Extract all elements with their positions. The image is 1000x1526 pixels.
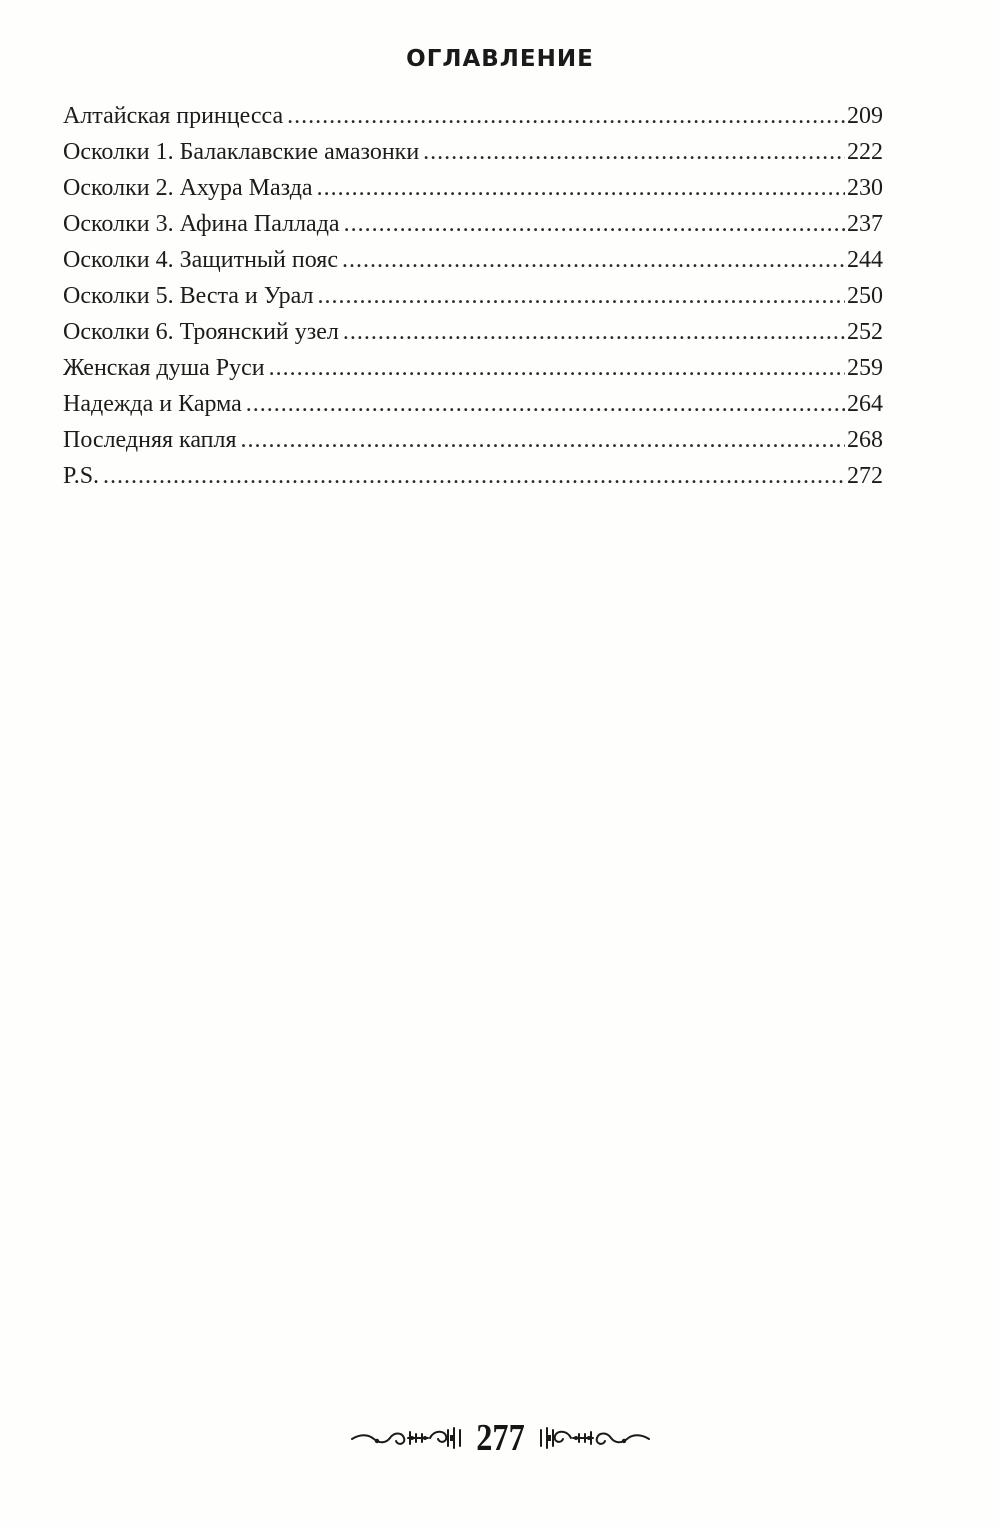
toc-entry-title: Осколки 3. Афина Паллада (63, 211, 340, 237)
toc-entry (63, 314, 883, 350)
toc-entry-title: Надежда и Карма (63, 391, 242, 417)
dot-leader (241, 422, 845, 458)
toc-entry-page: 250 (847, 283, 883, 309)
dot-leader (423, 134, 845, 170)
toc-entry-title: Осколки 6. Троянский узел (63, 319, 339, 345)
toc-entry-title: P.S. (63, 463, 100, 489)
dot-leader (246, 386, 845, 422)
scroll-ornament-icon (539, 1425, 651, 1451)
dot-leader (269, 350, 845, 386)
toc-entry (63, 350, 883, 386)
dot-leader (318, 278, 846, 314)
table-of-contents (63, 98, 883, 494)
toc-entry-page: 268 (847, 427, 883, 453)
dot-leader (317, 170, 845, 206)
toc-entry-page: 209 (847, 103, 883, 129)
toc-entry-page: 237 (847, 211, 883, 237)
toc-entry-page: 252 (847, 319, 883, 345)
toc-entry-title: Осколки 5. Веста и Урал (63, 283, 314, 309)
toc-entry-title: Женская душа Руси (63, 355, 265, 381)
toc-entry-title: Осколки 2. Ахура Мазда (63, 175, 313, 201)
toc-entry-page: 230 (847, 175, 883, 201)
toc-entry-page: 244 (847, 247, 883, 273)
dot-leader (287, 98, 845, 134)
dot-leader (343, 314, 845, 350)
toc-entry-title: Осколки 1. Балаклавские амазонки (63, 139, 420, 165)
toc-entry (63, 458, 883, 494)
toc-entry-title: Осколки 4. Защитный пояс (63, 247, 338, 273)
toc-entry (63, 278, 883, 314)
toc-entry (63, 134, 883, 170)
toc-entry (63, 386, 883, 422)
toc-entry (63, 206, 883, 242)
toc-entry-title: Алтайская принцесса (63, 103, 284, 129)
dot-leader (344, 206, 845, 242)
page-footer (0, 1408, 1000, 1468)
toc-entry (63, 242, 883, 278)
toc-entry (63, 98, 883, 134)
scroll-ornament-icon (350, 1425, 462, 1451)
dot-leader (103, 458, 845, 494)
page-title: ОГЛАВЛЕНИЕ (406, 46, 594, 72)
toc-entry-page: 222 (847, 139, 883, 165)
page-number: 277 (475, 1417, 525, 1459)
toc-entry-title: Последняя капля (63, 427, 237, 453)
toc-entry-page: 264 (847, 391, 883, 417)
toc-entry (63, 170, 883, 206)
toc-entry (63, 422, 883, 458)
toc-entry-page: 259 (847, 355, 883, 381)
dot-leader (342, 242, 845, 278)
toc-entry-page: 272 (847, 463, 883, 489)
